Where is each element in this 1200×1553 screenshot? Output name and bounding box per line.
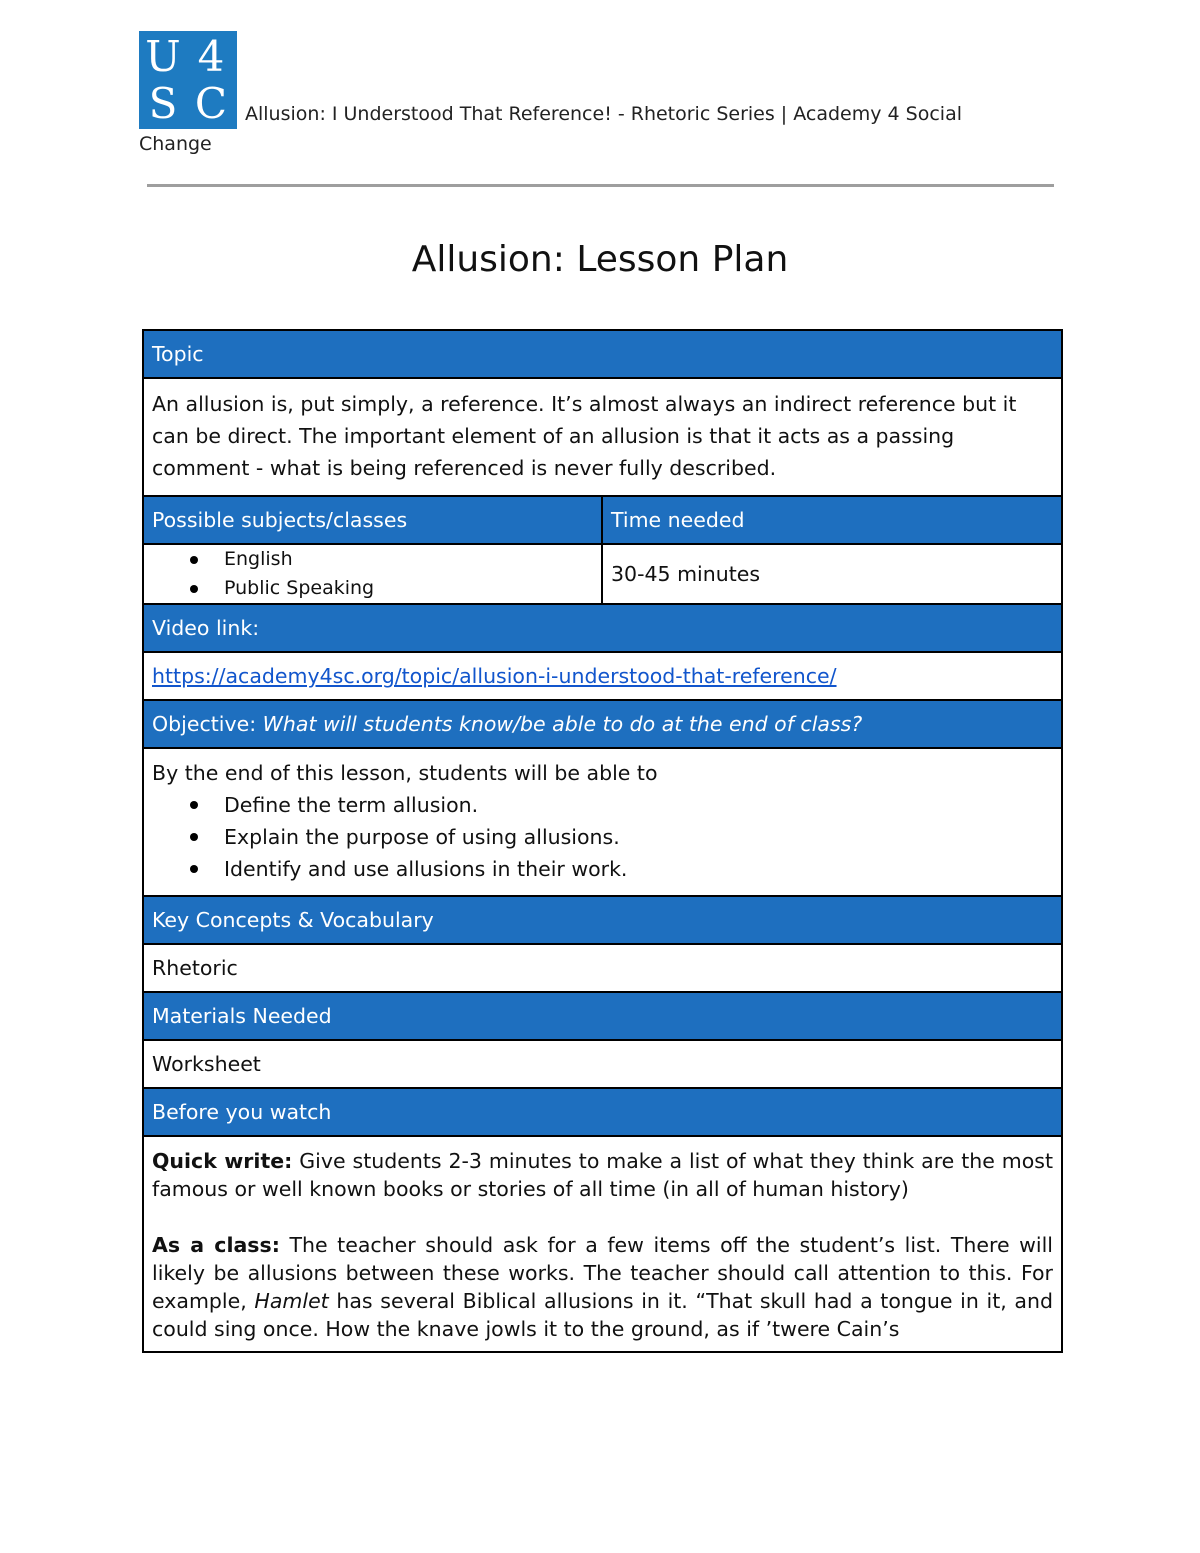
hamlet-title: Hamlet (254, 1289, 329, 1313)
academy-logo (139, 31, 237, 129)
subjects-list (152, 545, 593, 603)
vocabulary-value: Rhetoric (143, 944, 1062, 992)
objectives-block (152, 749, 1053, 895)
video-link-header: Video link: (143, 604, 1062, 652)
time-header: Time needed (602, 496, 1062, 544)
list-item: Identify and use allusions in their work. (152, 853, 1053, 885)
as-class-paragraph (152, 1231, 1053, 1343)
subjects-cell (143, 544, 602, 604)
objectives-intro: By the end of this lesson, students will be able to (152, 761, 658, 785)
document-title: Allusion: Lesson Plan (411, 239, 789, 280)
quick-write-label: Quick write: (152, 1149, 293, 1173)
objectives-list (152, 789, 1053, 885)
header-divider (147, 184, 1054, 187)
logo-letter: C (194, 79, 228, 128)
subjects-header: Possible subjects/classes (143, 496, 602, 544)
logo-letter: U (145, 32, 181, 81)
header-text (139, 31, 1023, 159)
quick-write-text: Give students 2-3 minutes to make a list of what they think are the most famous or well known books or stories of all time (in all of human history) (152, 1149, 1053, 1201)
materials-header: Materials Needed (143, 992, 1062, 1040)
before-watch-text (152, 1137, 1053, 1351)
logo-letter: 4 (197, 32, 225, 81)
list-item: Explain the purpose of using allusions. (152, 821, 1053, 853)
header-title-line1: Allusion: I Understood That Reference! - Rhetoric Series | Academy 4 Social (245, 103, 962, 125)
as-class-text-2: has several Biblical allusions in it. “That skull had a tongue in it, and could sing once. How the knave jowls it to the ground, as if ’twere Cain’s (152, 1289, 1053, 1341)
video-link-cell (143, 652, 1062, 700)
materials-value: Worksheet (143, 1040, 1062, 1088)
objective-question: What will students know/be able to do at the end of class? (262, 712, 863, 736)
vocabulary-header: Key Concepts & Vocabulary (143, 896, 1062, 944)
header-title-line2: Change (139, 133, 212, 155)
before-watch-header: Before you watch (143, 1088, 1062, 1136)
objectives-cell (143, 748, 1062, 896)
lesson-plan-table (142, 329, 1063, 1353)
objective-header (143, 700, 1062, 748)
video-link[interactable]: https://academy4sc.org/topic/allusion-i-understood-that-reference/ (152, 664, 837, 688)
list-item: English (152, 545, 593, 574)
list-item: Public Speaking (152, 574, 593, 603)
page-header (139, 31, 1023, 159)
before-watch-cell (143, 1136, 1062, 1352)
topic-cell (143, 378, 1062, 496)
topic-text: An allusion is, put simply, a reference. It’s almost always an indirect reference but it can be direct. The important element of an allusion is that it acts as a passing comment - what is being referenced is never fully described. (152, 392, 1017, 480)
logo-letter: S (148, 79, 178, 128)
topic-header: Topic (143, 330, 1062, 378)
as-class-text-1: The teacher should ask for a few items off the student’s list. There will likely be allusions between these works. The teacher should call attention to this. For example, (152, 1233, 1053, 1313)
time-value: 30-45 minutes (602, 544, 1062, 604)
as-class-label: As a class: (152, 1233, 280, 1257)
quick-write-paragraph (152, 1147, 1053, 1203)
list-item: Define the term allusion. (152, 789, 1053, 821)
objective-label: Objective: (152, 712, 263, 736)
